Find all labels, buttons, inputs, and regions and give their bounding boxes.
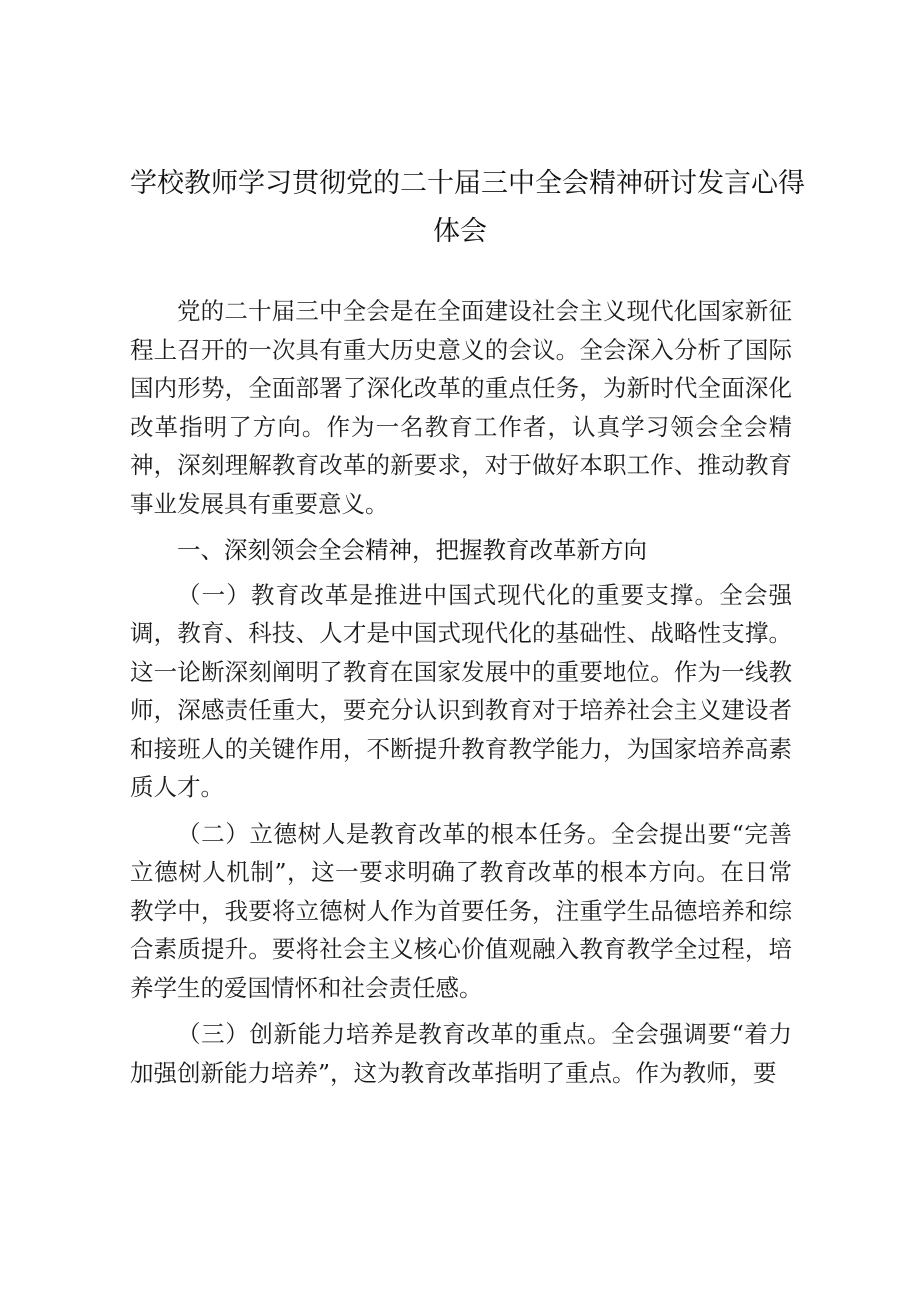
paragraph-3: （三）创新能力培养是教育改革的重点。全会强调要“着力加强创新能力培养”，这为教育改革指明了重点。作为教师，要: [130, 1020, 792, 1087]
paragraph-1: （一）教育改革是推进中国式现代化的重要支撑。全会强调，教育、科技、人才是中国式现代化的基础性、战略性支撑。这一论断深刻阐明了教育在国家发展中的重要地位。作为一线教师，深感责任重大，要充分认识到教育对于培养社会主义建设者和接班人的关键作用，不断提升教育教学能力，为国家培养高素质人才。: [130, 580, 792, 801]
section-heading-1: 一、深刻领会全会精神，把握教育改革新方向: [177, 536, 647, 564]
paragraph-2: （二）立德树人是教育改革的根本任务。全会提出要“完善立德树人机制”，这一要求明确了教育改革的根本方向。在日常教学中，我要将立德树人作为首要任务，注重学生品德培养和综合素质提升。要将社会主义核心价值观融入教育教学全过程，培养学生的爱国情怀和社会责任感。: [130, 819, 792, 1002]
document-title: [130, 160, 805, 256]
document-body: [130, 292, 792, 1100]
title-line-1: 学校教师学习贯彻党的二十届三中全会精神研讨发言心得: [130, 168, 805, 199]
intro-paragraph: 党的二十届三中全会是在全面建设社会主义现代化国家新征程上召开的一次具有重大历史意义的会议。全会深入分析了国际国内形势，全面部署了深化改革的重点任务，为新时代全面深化改革指明了方向。作为一名教育工作者，认真学习领会全会精神，深刻理解教育改革的新要求，对于做好本职工作、推动教育事业发展具有重要意义。: [130, 297, 792, 518]
title-line-2: 体会: [433, 216, 487, 247]
